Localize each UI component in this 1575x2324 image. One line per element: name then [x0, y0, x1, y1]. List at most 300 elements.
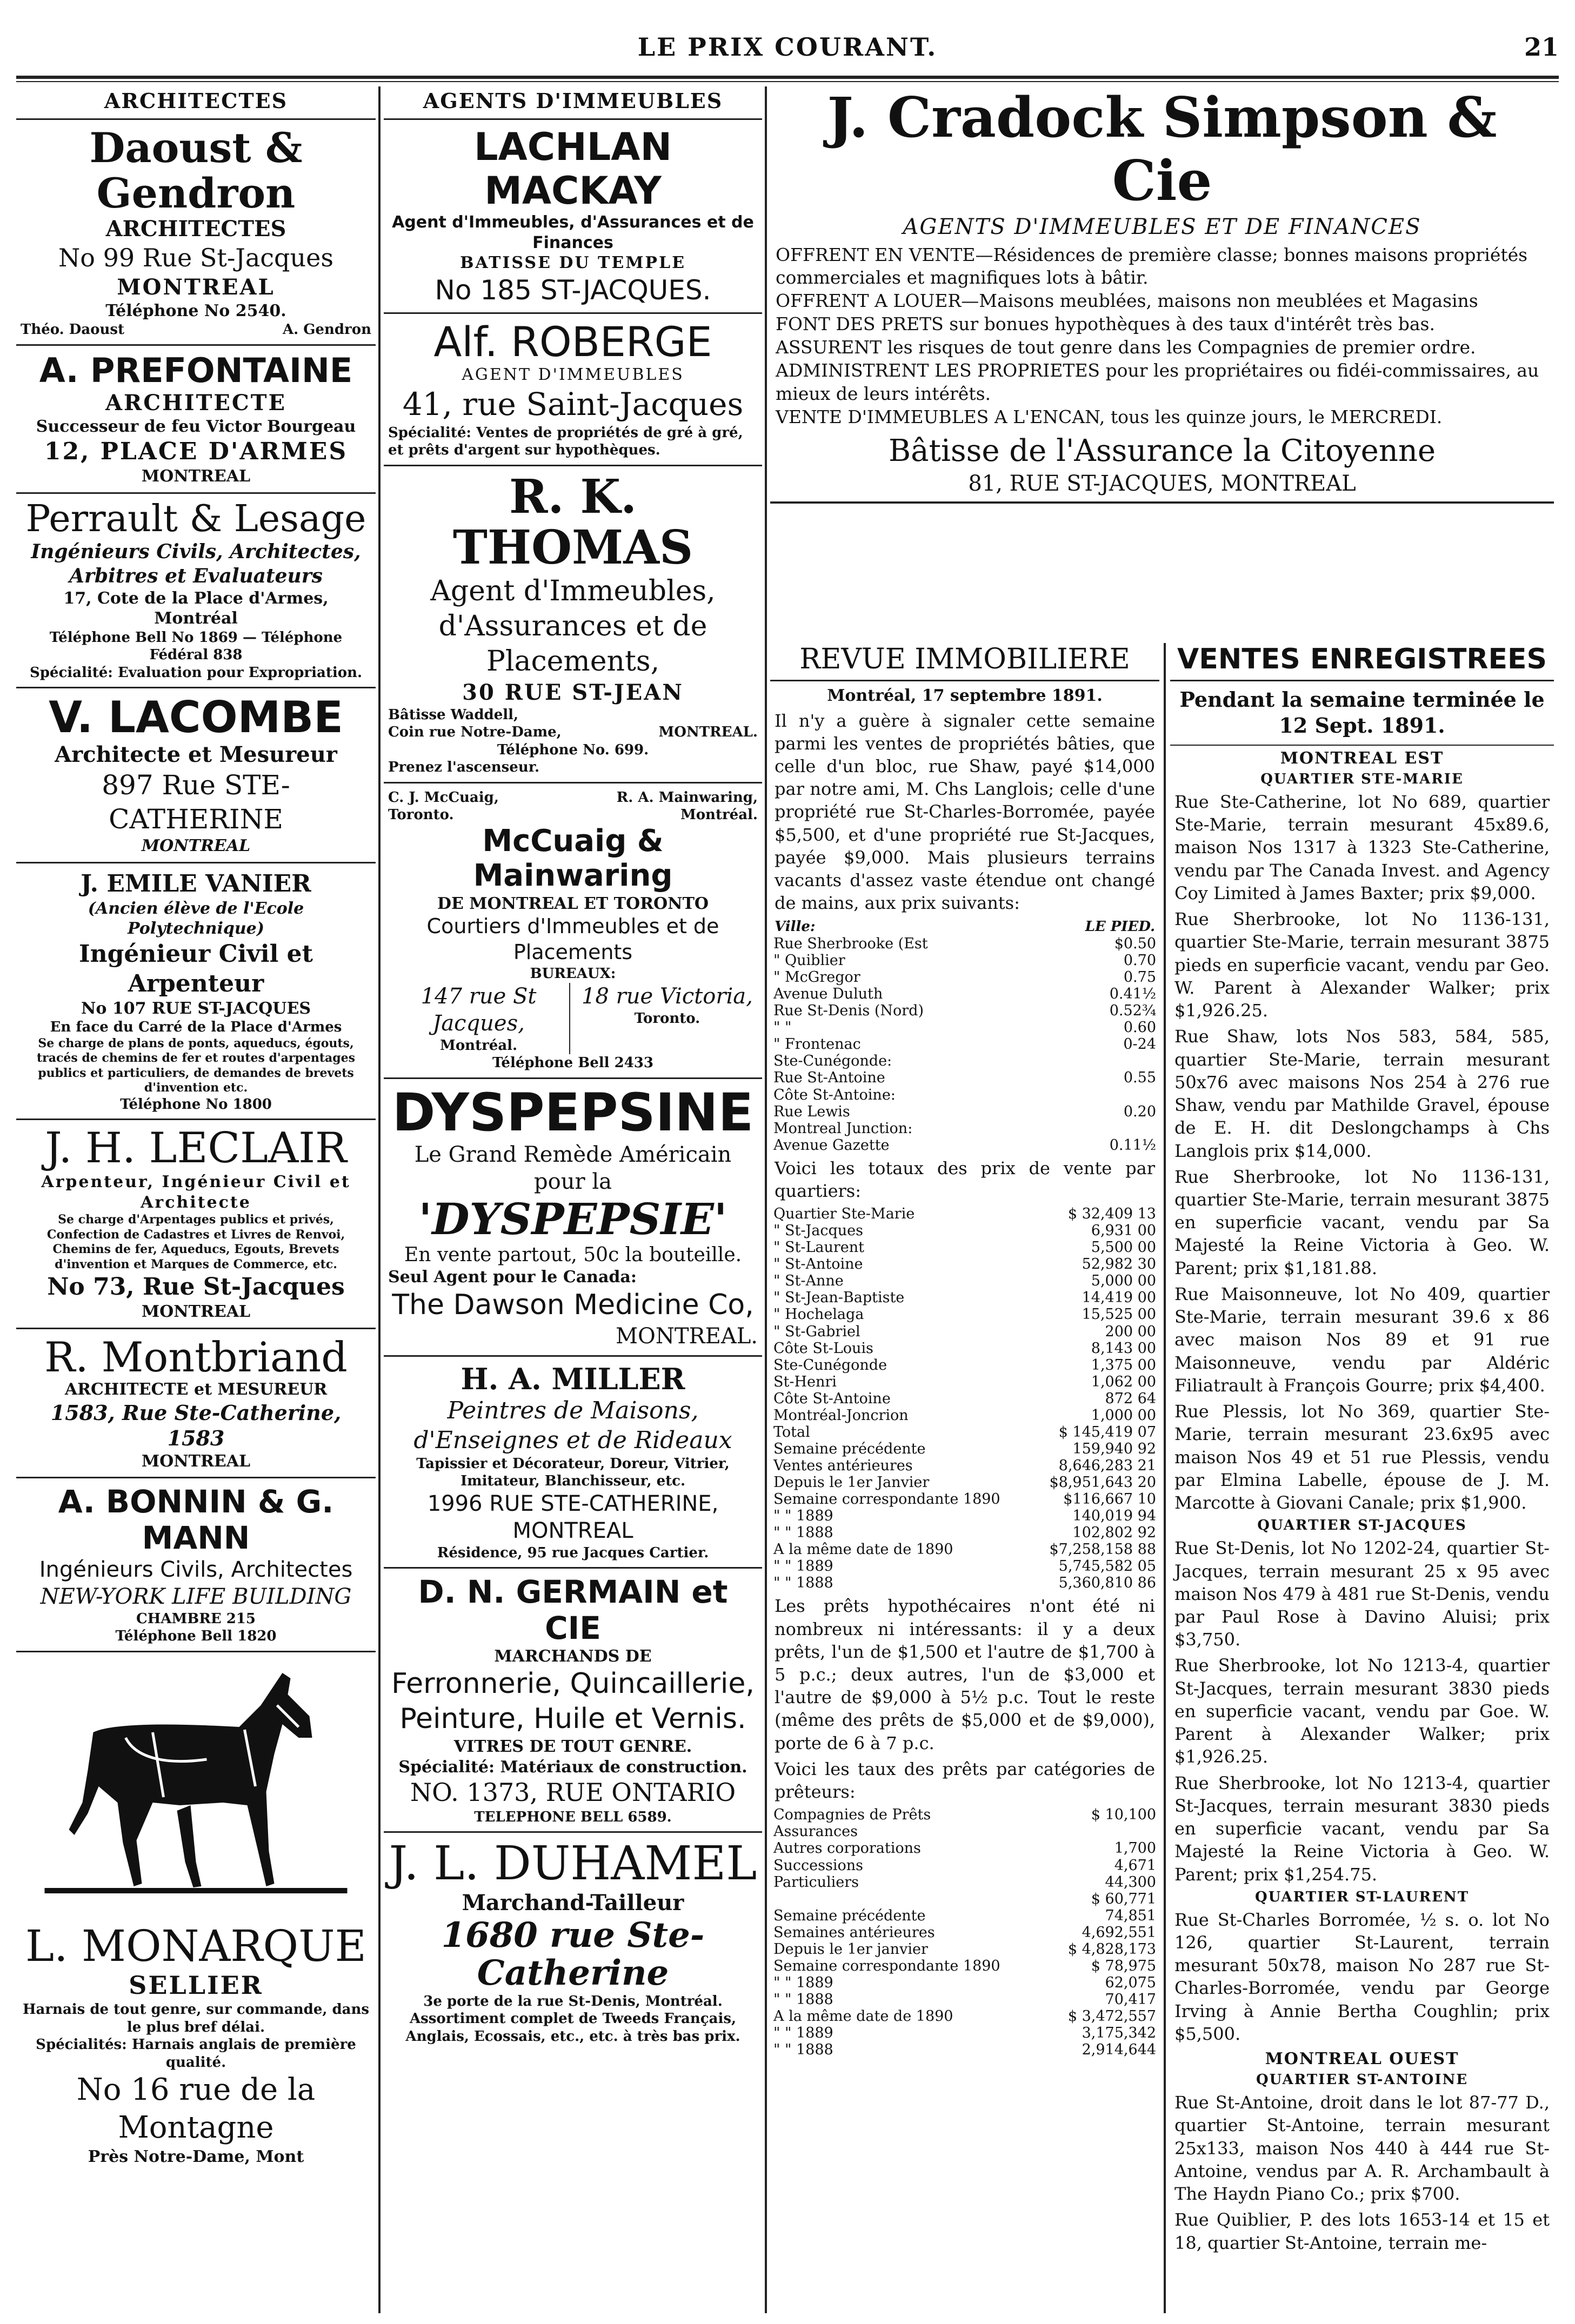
ad-name: J. L. DUHAMEL	[389, 1837, 757, 1891]
row-label: " Frontenac	[773, 1036, 861, 1053]
ad-bonnin-mann	[16, 1478, 376, 1652]
table-row	[770, 1806, 1159, 1823]
row-label: Ste-Cunégonde:	[773, 1053, 892, 1070]
table-row	[770, 1474, 1159, 1491]
ad-partners	[21, 321, 371, 339]
ad-line: 3e porte de la rue St-Denis, Montréal.	[423, 1993, 723, 2010]
group-title: MONTREAL EST	[1170, 745, 1554, 768]
row-label: Semaines antérieures	[773, 1924, 935, 1941]
offer-line: FONT DES PRETS sur bonues hypothèques à des taux d'intérêt très bas.	[776, 313, 1435, 335]
ad-perrault-lesage	[16, 494, 376, 688]
table-row	[770, 1541, 1159, 1558]
ad-line: Montréal.	[440, 1037, 518, 1054]
row-value: 52,982 30	[1082, 1256, 1156, 1273]
ad-line: En vente partout, 50c la bouteille.	[404, 1244, 742, 1267]
ad-line	[388, 724, 758, 741]
ad-line: 147 rue St Jacques,	[421, 983, 537, 1036]
row-value	[1047, 1823, 1159, 1840]
sale-entry: Rue St-Antoine, droit dans le lot 87-77 D., quartier St-Antoine, terrain mesurant 25x133, maison Nos 440 à 444 rue St-Antoine, vendus par A. R. Archambault à The Haydn Piano Co.; prix $700.	[1174, 2092, 1550, 2205]
ad-line: Se charge de plans de ponts, aqueducs, égouts, tracés de chemins de fer et routes d'arpentages publics et particuliers, de demandes de brevets d'invention etc.	[36, 1036, 356, 1095]
ad-name: Alf. ROBERGE	[433, 318, 712, 366]
sale-entry: Rue Quiblier, P. des lots 1653-14 et 15 et 18, quartier St-Antoine, terrain me-	[1174, 2209, 1550, 2253]
ad-name: DYSPEPSINE	[392, 1082, 754, 1143]
row-value: 70,417	[1105, 1991, 1156, 2008]
ad-line: 897 Rue STE-CATHERINE	[102, 769, 290, 835]
table-row	[770, 986, 1159, 1002]
revue-immobiliere	[770, 643, 1159, 2313]
ad-line: MONTREAL	[141, 836, 251, 856]
ad-name: J. Cradock Simpson & Cie	[827, 86, 1497, 214]
row-value: 5,000 00	[1091, 1272, 1156, 1290]
row-label: Avenue Gazette	[773, 1136, 890, 1154]
table-row	[770, 1558, 1159, 1575]
ad-line: MONTREAL	[117, 274, 275, 300]
ad-prefontaine	[16, 346, 376, 494]
ad-germain	[384, 1569, 762, 1833]
ad-line: Téléphone Bell No 1869 — Téléphone Fédéral 838	[49, 629, 343, 664]
table-row	[770, 1306, 1159, 1323]
ad-line: Ferronnerie, Quincaillerie, Peinture, Huile et Vernis.	[391, 1667, 755, 1736]
row-value: 15,525 00	[1082, 1306, 1156, 1323]
table-row	[770, 1891, 1159, 1907]
sale-entry: Rue Sherbrooke, lot No 1213-4, quartier St-Jacques, terrain mesurant 3830 pieds en superficie vacant, vendu par Sa Majesté la Reine Victoria à Geo. W. Parent; prix $1,254.75.	[1174, 1772, 1550, 1885]
row-label: Ste-Cunégonde	[773, 1356, 887, 1374]
row-label: Rue Lewis	[773, 1103, 850, 1120]
row-value	[1063, 1087, 1159, 1103]
row-label: " St-Gabriel	[773, 1323, 860, 1340]
sale-entry: Rue Shaw, lots Nos 583, 584, 585, quartier Ste-Marie, terrain mesurant 50x76 avec maisons Nos 254 à 276 rue Shaw, vendu par Mathilde Gravel, épouse de E. H. dit Deslongchamps à Chs Langlois prix $14,000.	[1174, 1026, 1550, 1161]
sale-entry: Rue Plessis, lot No 369, quartier Ste-Marie, terrain mesurant 23.6x95 avec maison Nos 49 et 51 rue Plessis, vendu par Elmina Labelle, épouse de J. M. Marcotte à Giovani Canale; prix $1,900.	[1174, 1401, 1550, 1513]
table-row	[770, 1407, 1159, 1424]
partner-left: C. J. McCuaig,	[388, 789, 499, 806]
ad-line: Téléphone Bell 2433	[492, 1055, 653, 1071]
row-label: St-Henri	[773, 1373, 837, 1390]
ad-name: A. PREFONTAINE	[39, 350, 353, 390]
row-label: " St-Antoine	[773, 1256, 863, 1273]
row-value: 2,914,644	[1082, 2041, 1156, 2059]
row-value: 6,931 00	[1091, 1222, 1156, 1240]
ad-line: Arpenteur, Ingénieur Civil et Architecte	[41, 1173, 351, 1212]
row-value: 0.70	[1123, 952, 1156, 969]
table-row	[770, 1002, 1159, 1019]
row-value: 102,802 92	[1072, 1524, 1156, 1542]
ad-line: ARCHITECTES	[105, 216, 286, 242]
row-value: 8,646,283 21	[1058, 1457, 1156, 1474]
column-divider	[378, 86, 381, 2313]
offer-line: ASSURENT les risques de tout genre dans les Compagnies de premier ordre.	[776, 337, 1476, 358]
ad-name: R. K. THOMAS	[452, 469, 693, 575]
row-label: " St-Laurent	[773, 1239, 865, 1256]
table-row	[770, 935, 1159, 952]
table-row	[770, 1491, 1159, 1508]
header-rule	[16, 76, 1559, 79]
sale-entry: Rue Sherbrooke, lot No 1136-131, quartier Ste-Marie, terrain mesurant 3875 pieds en superficie vacant, vendu par Geo. W. Parent à Alexander Walker; prix $1,926.25.	[1174, 909, 1550, 1021]
table-row	[770, 1357, 1159, 1374]
table-row	[770, 1120, 1159, 1137]
table-row	[770, 1340, 1159, 1357]
table-row	[770, 1974, 1159, 1991]
lots-header-right: LE PIED.	[1085, 918, 1155, 935]
ad-line: Spécialité: Ventes de propriétés de gré à gré, et prêts d'argent sur hypothèques.	[388, 424, 743, 459]
table-row	[770, 1272, 1159, 1289]
row-value: $7,258,158 88	[1049, 1541, 1156, 1558]
ad-name: L. MONARQUE	[25, 1920, 366, 1971]
row-label: Côte St-Louis	[773, 1340, 873, 1357]
ad-line: MONTREAL.	[616, 1323, 758, 1349]
ad-name: A. BONNIN & G. MANN	[58, 1483, 334, 1556]
section-title: ARCHITECTES	[16, 86, 376, 120]
ad-montbriand	[16, 1329, 376, 1479]
row-value: 1,062 00	[1091, 1373, 1156, 1390]
column-divider	[1164, 643, 1166, 2313]
sale-entry: Rue St-Denis, lot No 1202-24, quartier St-Jacques, terrain mesurant 25 x 95 avec maison Nos 479 à 481 rue St-Denis, vendu par Paul Rose à Davino Aluisi; prix $3,750.	[1174, 1538, 1550, 1650]
row-value: 5,745,582 05	[1058, 1558, 1156, 1575]
ad-line: Ingénieur Civil et Arpenteur	[79, 940, 313, 997]
ad-line: Téléphone No. 699.	[497, 741, 649, 758]
ad-line: NEW-YORK LIFE BUILDING	[40, 1584, 352, 1609]
table-row	[770, 1874, 1159, 1891]
row-value: $ 78,975	[1091, 1957, 1156, 1974]
sale-entry: Rue Ste-Catherine, lot No 689, quartier Ste-Marie, terrain mesurant 45x89.6, maison Nos 1317 à 1323 Ste-Catherine, vendu par The Canada Invest. and Agency Coy Limited à James Baxter; prix $9,000.	[1174, 792, 1550, 903]
article-paragraph: Les prêts hypothécaires n'ont été ni nombreux ni intéressants: il y a deux prêts, l'un de $1,500 et l'autre de $1,700 à 5 p.c.; deux autres, l'un de $3,000 et l'autre de $9,000 à 5½ p.c. Tout le reste (même des prêts de $5,000 et de $9,000), porte de 6 à 7 p.c.	[775, 1596, 1155, 1753]
ad-line: DE MONTREAL ET TORONTO	[437, 894, 709, 913]
ad-duhamel	[384, 1833, 762, 2051]
ad-line: Ingénieurs Civils, Architectes, Arbitres et Evaluateurs	[31, 540, 361, 587]
ad-line: MONTREAL	[141, 1302, 251, 1322]
row-label: " St-Jacques	[773, 1222, 864, 1240]
ad-name: J. EMILE VANIER	[81, 869, 311, 898]
row-label: " "	[773, 1019, 792, 1036]
quarter-title: QUARTIER ST-ANTOINE	[1256, 2072, 1469, 2088]
ad-line: ARCHITECTE et MESUREUR	[64, 1380, 328, 1399]
row-label: " " 1888	[773, 1524, 833, 1542]
table-row	[770, 1036, 1159, 1053]
row-value: $0.50	[1114, 935, 1156, 953]
ad-line: 1583, Rue Ste-Catherine, 1583	[50, 1400, 342, 1451]
table-row	[770, 1958, 1159, 1974]
row-value: $ 145,419 07	[1058, 1423, 1156, 1441]
ad-line: BUREAUX:	[530, 966, 616, 982]
partner-left: Théo. Daoust	[21, 322, 125, 338]
ad-offers	[770, 240, 1554, 432]
row-label: Rue St-Antoine	[773, 1069, 885, 1087]
ad-line: No 185 ST-JACQUES.	[435, 274, 711, 306]
row-label: " " 1888	[773, 1575, 833, 1592]
ad-dyspepsine	[384, 1079, 762, 1357]
row-label: " " 1889	[773, 1508, 833, 1525]
ad-line: No 107 RUE ST-JACQUES	[81, 999, 311, 1018]
ad-line: Tapissier et Décorateur, Doreur, Vitrier, Imitateur, Blanchisseur, etc.	[416, 1455, 730, 1490]
article-paragraph: Voici les totaux des prix de vente par quartiers:	[775, 1157, 1155, 1201]
table-row	[770, 1222, 1159, 1239]
ad-line: 1996 RUE STE-CATHERINE, MONTREAL	[427, 1491, 719, 1543]
row-value: 5,500 00	[1091, 1239, 1156, 1256]
ad-name: Perrault & Lesage	[25, 497, 366, 540]
row-value: 0.11½	[1109, 1136, 1156, 1154]
address-left	[388, 983, 570, 1055]
ad-line: No 73, Rue St-Jacques	[47, 1273, 345, 1301]
lots-header	[775, 918, 1155, 936]
ad-line: Se charge d'Arpentages publics et privés, Confection de Cadastres et Livres de Renvoi, Chemins de fer, Aqueducs, Egouts, Brevets d'invention et Marques de Commerce, etc.	[46, 1213, 345, 1271]
ad-line: TELEPHONE BELL 6589.	[474, 1809, 672, 1825]
row-value: 0.20	[1123, 1103, 1156, 1120]
ad-miller	[384, 1357, 762, 1569]
ad-addresses	[388, 983, 758, 1055]
partner-left-city: Toronto.	[388, 807, 454, 823]
table-row	[770, 1457, 1159, 1474]
ad-partners	[388, 789, 758, 807]
page-number: 21	[1524, 32, 1559, 62]
ad-line: MONTREAL.	[658, 724, 758, 741]
ad-subtitle: AGENTS D'IMMEUBLES ET DE FINANCES	[903, 214, 1421, 239]
ad-partners	[388, 806, 758, 824]
row-label: " McGregor	[773, 969, 860, 986]
quarter-title: QUARTIER ST-JACQUES	[1257, 1517, 1467, 1534]
ad-line: Spécialité: Matériaux de construction.	[398, 1757, 748, 1777]
ad-name: J. H. LECLAIR	[45, 1124, 347, 1173]
totals-table	[770, 1205, 1159, 1591]
row-label: Rue Sherbrooke (Est	[773, 935, 928, 953]
row-value: 4,692,551	[1082, 1924, 1156, 1941]
row-label: Côte St-Antoine:	[773, 1086, 896, 1103]
article-paragraph: Voici les taux des prêts par catégories de prêteurs:	[775, 1758, 1155, 1803]
ad-line: 41, rue Saint-Jacques	[402, 386, 744, 423]
ad-name: V. LACOMBE	[49, 692, 343, 743]
ad-line: 'DYSPEPSIE'	[418, 1194, 728, 1245]
ad-line: BATISSE DU TEMPLE	[460, 253, 686, 272]
ad-lacombe	[16, 688, 376, 863]
row-value: $ 60,771	[1091, 1890, 1156, 1907]
ad-line: Coin rue Notre-Dame,	[388, 724, 562, 741]
row-label: A la même date de 1890	[773, 1541, 953, 1558]
ad-roberge	[384, 314, 762, 466]
ad-line: AGENT D'IMMEUBLES	[462, 365, 684, 384]
ad-line: ARCHITECTE	[105, 390, 286, 416]
row-value: $ 4,828,173	[1067, 1940, 1156, 1958]
ad-vanier	[16, 863, 376, 1121]
ad-line: No 16 rue de la Montagne	[76, 2072, 316, 2146]
ad-line: Téléphone No 1800	[120, 1096, 272, 1113]
column-agents-immeubles	[384, 86, 762, 2313]
table-row	[770, 1575, 1159, 1591]
ad-line: Peintres de Maisons, d'Enseignes et de Rideaux	[413, 1396, 732, 1454]
row-label: Particuliers	[773, 1873, 859, 1891]
table-row	[770, 1069, 1159, 1086]
row-value: 200 00	[1105, 1323, 1156, 1340]
row-label: Depuis le 1er janvier	[773, 1940, 928, 1958]
ad-line: 18 rue Victoria,	[581, 983, 753, 1009]
article-title: REVUE IMMOBILIERE	[770, 643, 1159, 681]
ad-line: Marchand-Tailleur	[462, 1890, 684, 1916]
row-label: " Hochelaga	[773, 1306, 864, 1323]
row-value: $8,951,643 20	[1049, 1474, 1156, 1491]
horse-illustration	[16, 1652, 376, 1917]
row-value: 1,700	[1114, 1840, 1156, 1857]
offer-line: VENTE D'IMMEUBLES A L'ENCAN, tous les quinze jours, le MERCREDI.	[776, 406, 1443, 427]
ad-line: Près Notre-Dame, Mont	[88, 2147, 304, 2167]
offer-line: ADMINISTRENT LES PROPRIETES pour les propriétaires ou fidéi-commissaires, au mieux de leurs intérêts.	[776, 360, 1539, 404]
row-label: " Quiblier	[773, 952, 845, 969]
ad-line: CHAMBRE 215	[136, 1610, 256, 1627]
ad-thomas	[384, 466, 762, 783]
lots-header-left: Ville:	[775, 918, 816, 935]
ad-line: Résidence, 95 rue Jacques Cartier.	[437, 1544, 709, 1561]
ad-line: Assortiment complet de Tweeds Français, Anglais, Ecossais, etc., etc. à très bas prix.	[405, 2011, 740, 2045]
row-label: Montreal Junction:	[773, 1120, 913, 1137]
ad-name: D. N. GERMAIN et CIE	[418, 1573, 728, 1646]
ad-line: Agent d'Immeubles, d'Assurances et de Finances	[392, 213, 754, 252]
ad-name: R. Montbriand	[44, 1332, 348, 1381]
lenders-table	[770, 1806, 1159, 2058]
row-value: 44,300	[1105, 1873, 1156, 1891]
quarter-title: QUARTIER ST-LAURENT	[1254, 1888, 1470, 1905]
ad-daoust-gendron	[16, 120, 376, 346]
table-row	[770, 1205, 1159, 1222]
table-row	[770, 1256, 1159, 1272]
row-label: Semaine correspondante 1890	[773, 1957, 1000, 1974]
row-label: " " 1888	[773, 2041, 833, 2059]
table-row	[770, 1991, 1159, 2008]
sale-entry: Rue Maisonneuve, lot No 409, quartier Ste-Marie, terrain mesurant 39.6 x 86 avec maison Nos 89 et 91 rue Maisonneuve, vendu par Aldéric Filiatrault à François Gourre; prix $4,400.	[1174, 1283, 1550, 1396]
ad-line: Ingénieurs Civils, Architectes	[39, 1557, 353, 1582]
row-value: $ 3,472,557	[1067, 2007, 1156, 2025]
row-value: 0.55	[1123, 1069, 1156, 1087]
ad-address: 81, RUE ST-JACQUES, MONTREAL	[968, 471, 1356, 496]
table-row	[770, 1508, 1159, 1524]
row-value: 3,175,342	[1082, 2024, 1156, 2041]
ad-line: Agent d'Immeubles,	[430, 574, 716, 607]
ad-cradock-simpson	[770, 86, 1554, 504]
ad-leclair	[16, 1120, 376, 1329]
group-title: MONTREAL OUEST	[1265, 2050, 1459, 2069]
ad-line: Architecte et Mesureur	[55, 742, 337, 768]
row-label: " St-Anne	[773, 1272, 844, 1290]
table-row	[770, 1924, 1159, 1941]
article-date: Montréal, 17 septembre 1891.	[827, 686, 1103, 705]
table-row	[770, 1941, 1159, 1958]
ad-line: Toronto.	[634, 1010, 700, 1027]
table-row	[770, 2008, 1159, 2025]
ad-line: Harnais de tout genre, sur commande, dans le plus bref délai.	[22, 2001, 370, 2035]
ad-line: Courtiers d'Immeubles et de Placements	[426, 914, 719, 964]
row-value: 14,419 00	[1082, 1289, 1156, 1307]
ad-monarque	[16, 1917, 376, 2173]
ad-line: No 99 Rue St-Jacques	[58, 243, 333, 273]
article-title: VENTES ENREGISTREES	[1170, 643, 1554, 681]
ad-line: MONTREAL	[141, 1451, 251, 1471]
ad-line: En face du Carré de la Place d'Armes	[50, 1019, 342, 1036]
offer-line: OFFRENT A LOUER—Maisons meublées, maisons non meublées et Magasins	[776, 290, 1478, 312]
table-row	[770, 1087, 1159, 1103]
offer-line: OFFRENT EN VENTE—Résidences de première classe; bonnes maisons propriétés commerciales et magnifiques lots à bâtir.	[776, 244, 1528, 289]
row-value: 0-24	[1123, 1036, 1156, 1053]
row-label: Avenue Duluth	[773, 986, 883, 1003]
table-row	[770, 1239, 1159, 1256]
row-label: " St-Jean-Baptiste	[773, 1289, 905, 1307]
row-value: 0.52¾	[1109, 1002, 1156, 1020]
row-label: Depuis le 1er Janvier	[773, 1474, 930, 1491]
table-row	[770, 1441, 1159, 1457]
row-value	[1063, 1053, 1159, 1069]
row-value: 0.41½	[1109, 986, 1156, 1003]
row-label: " " 1888	[773, 1991, 833, 2008]
ad-line: Spécialité: Evaluation pour Expropriation.	[29, 664, 363, 681]
table-row	[770, 1907, 1159, 1924]
ad-line: Spécialités: Harnais anglais de première qualité.	[36, 2037, 356, 2071]
row-label: Compagnies de Prêts	[773, 1806, 931, 1824]
row-label: " " 1889	[773, 1974, 833, 1991]
row-value: $116,667 10	[1063, 1490, 1156, 1508]
newspaper-title: LE PRIX COURANT.	[637, 32, 938, 62]
table-row	[770, 1289, 1159, 1306]
ad-name: LACHLAN MACKAY	[473, 125, 672, 213]
header-rule-thin	[16, 81, 1559, 82]
row-label: Montréal-Joncrion	[773, 1407, 909, 1424]
ad-line: Prenez l'ascenseur.	[388, 759, 540, 776]
ad-name: McCuaig & Mainwaring	[473, 823, 673, 894]
ad-line: (Ancien élève de l'Ecole Polytechnique)	[88, 899, 304, 939]
row-label: " " 1889	[773, 2024, 833, 2041]
horse-icon	[27, 1657, 365, 1911]
ad-line: Bâtisse Waddell,	[388, 706, 519, 723]
column-architectes	[16, 86, 376, 2313]
table-row	[770, 1053, 1159, 1069]
ad-mccuaig-mainwaring	[384, 783, 762, 1079]
row-label: A la même date de 1890	[773, 2007, 953, 2025]
sale-entry: Rue St-Charles Borromée, ½ s. o. lot No 126, quartier St-Laurent, terrain mesurant 50x78, maison No 287 rue St-Charles-Borromée, vendu par George Irving à Annie Bertha Coughlin; prix $5,500.	[1174, 1909, 1550, 2044]
row-label: Total	[773, 1423, 810, 1441]
ad-line: Le Grand Remède Américain pour la	[414, 1142, 732, 1195]
row-label: Semaine correspondante 1890	[773, 1490, 1000, 1508]
ad-mackay	[384, 120, 762, 314]
row-label: Semaine précédente	[773, 1907, 926, 1924]
table-row	[770, 1840, 1159, 1857]
table-row	[770, 1823, 1159, 1840]
address-right	[577, 983, 758, 1055]
sale-entry: Rue Sherbrooke, lot No 1213-4, quartier St-Jacques, terrain mesurant 3830 pieds en superficie vacant, vendu par Goe. W. Parent à Alexander Walker; prix $1,926.25.	[1174, 1655, 1550, 1767]
section-title: AGENTS D'IMMEUBLES	[384, 86, 762, 120]
partner-right: A. Gendron	[282, 322, 371, 338]
ad-line: 12, PLACE D'ARMES	[44, 438, 348, 466]
ad-name: H. A. MILLER	[461, 1361, 685, 1396]
row-label: Semaine précédente	[773, 1440, 926, 1457]
row-label: Côte St-Antoine	[773, 1390, 891, 1407]
column-cradock-and-reports	[770, 86, 1554, 2313]
table-row	[770, 2041, 1159, 2058]
row-value: 1,000 00	[1091, 1407, 1156, 1424]
row-value: $ 32,409 13	[1067, 1205, 1156, 1223]
ad-line: MARCHANDS DE	[494, 1646, 652, 1666]
table-row	[770, 1390, 1159, 1407]
partner-right-city: Montréal.	[680, 807, 758, 823]
row-value: 1,375 00	[1091, 1356, 1156, 1374]
ad-line: Seul Agent pour le Canada:	[388, 1268, 637, 1287]
lots-table	[770, 935, 1159, 1154]
row-label	[770, 1891, 1047, 1907]
table-row	[770, 952, 1159, 969]
table-row	[770, 1374, 1159, 1390]
row-value	[1063, 1120, 1159, 1137]
ad-line: 30 RUE ST-JEAN	[462, 679, 684, 705]
ad-line: The Dawson Medicine Co,	[392, 1288, 754, 1321]
page-header	[0, 27, 1575, 76]
row-value: $ 10,100	[1091, 1806, 1156, 1824]
partner-right: R. A. Mainwaring,	[616, 789, 758, 806]
ad-line: 1680 rue Ste-Catherine	[441, 1914, 705, 1994]
row-label: " " 1889	[773, 1558, 833, 1575]
table-row	[770, 1424, 1159, 1441]
row-value: 0.75	[1123, 969, 1156, 986]
